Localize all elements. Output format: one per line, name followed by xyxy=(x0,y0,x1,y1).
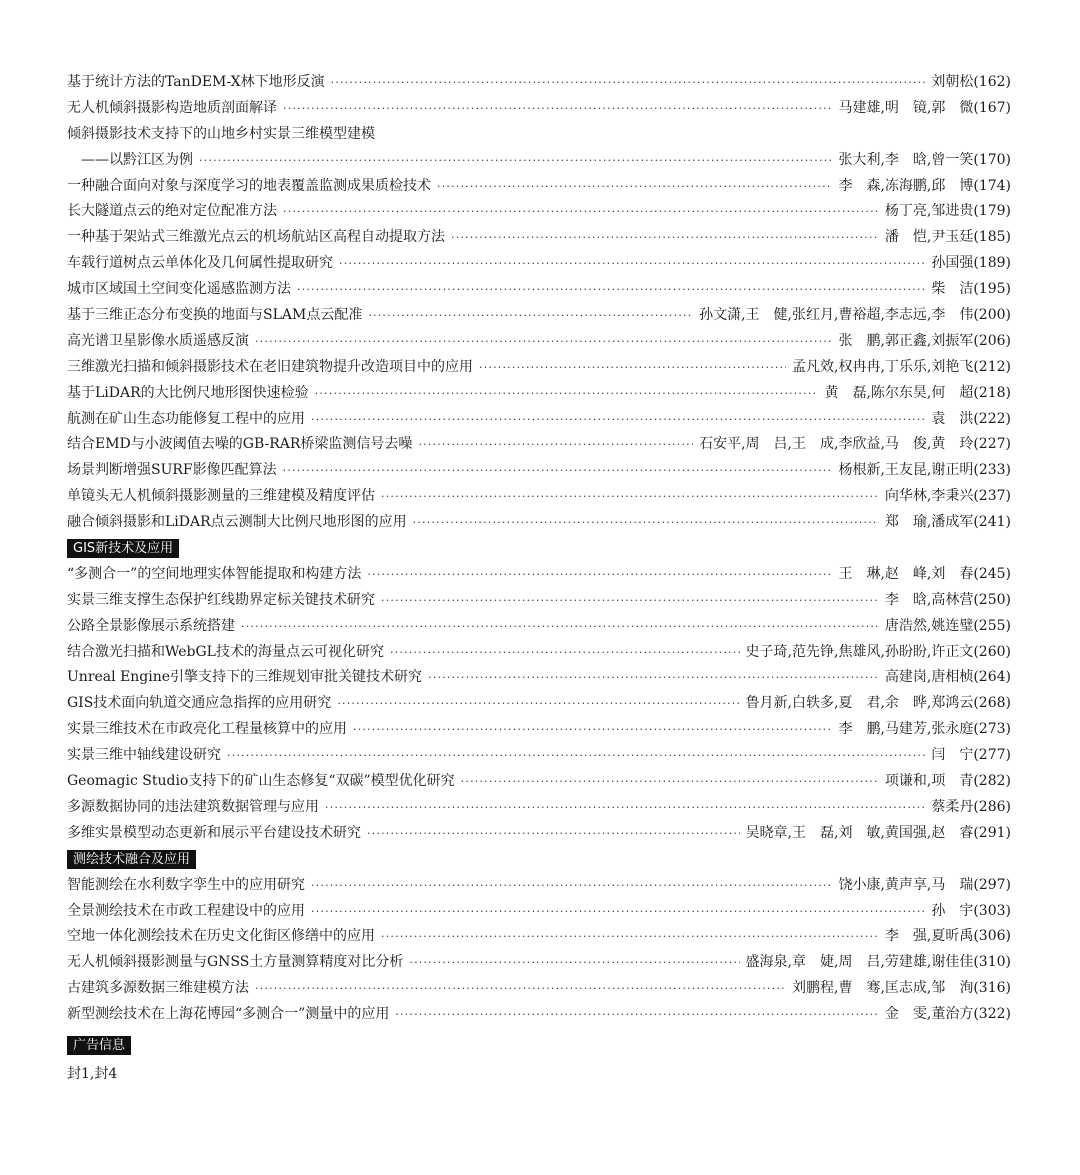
entry-title: 无人机倾斜摄影测量与GNSS土方量测算精度对比分析 xyxy=(67,954,404,971)
entry-title: Geomagic Studio支持下的矿山生态修复“双碳”模型优化研究 xyxy=(67,773,455,790)
dot-leader xyxy=(325,795,925,821)
dot-leader xyxy=(315,381,819,407)
dot-leader xyxy=(395,1002,879,1028)
entry-title: 长大隧道点云的绝对定位配准方法 xyxy=(67,203,277,220)
entry-title: 单镜头无人机倾斜摄影测量的三维建模及精度评估 xyxy=(67,488,375,505)
toc-entry[interactable] xyxy=(67,122,1011,148)
entry-title: 实景三维支撑生态保护红线勘界定标关键技术研究 xyxy=(67,591,375,608)
entry-authors-page: 袁 洪(222) xyxy=(931,410,1011,427)
dot-leader xyxy=(311,899,925,925)
dot-leader xyxy=(255,976,786,1002)
toc-entry[interactable] xyxy=(67,976,1011,1002)
entry-authors-page: 项谦和,项 青(282) xyxy=(884,773,1011,790)
entry-authors-page: 马建雄,明 镜,郭 微(167) xyxy=(838,99,1011,116)
dot-leader xyxy=(199,148,832,174)
entry-authors-page: 刘鹏程,曹 骞,匡志成,邹 洵(316) xyxy=(792,980,1011,997)
entry-title: 基于LiDAR的大比例尺地形图快速检验 xyxy=(67,384,309,401)
entry-authors-page: 张大利,李 晗,曾一笑(170) xyxy=(838,151,1011,168)
dot-leader xyxy=(311,873,832,899)
entry-authors-page: 鲁月新,白轶多,夏 君,余 晔,郑鸿云(268) xyxy=(745,695,1011,712)
entry-authors-page: 蔡柔丹(286) xyxy=(931,798,1011,815)
entry-authors-page: 孙文潇,王 健,张红月,曹裕超,李志远,李 伟(200) xyxy=(699,307,1011,324)
toc-entry[interactable] xyxy=(67,148,1011,174)
dot-leader xyxy=(451,225,879,251)
entry-title: 多维实景模型动态更新和展示平台建设技术研究 xyxy=(67,824,361,841)
entry-title: 一种基于架站式三维激光点云的机场航站区高程自动提取方法 xyxy=(67,229,445,246)
dot-leader xyxy=(331,70,926,96)
entry-authors-page: 石安平,周 吕,王 成,李欣益,马 俊,黄 玲(227) xyxy=(699,436,1011,453)
dot-leader xyxy=(283,96,832,122)
dot-leader xyxy=(297,277,925,303)
entry-title: 航测在矿山生态功能修复工程中的应用 xyxy=(67,410,305,427)
toc-entry[interactable] xyxy=(67,484,1011,510)
entry-title: 结合激光扫描和WebGL技术的海量点云可视化研究 xyxy=(67,643,384,660)
entry-authors-page: 杨根新,王友昆,谢正明(233) xyxy=(838,462,1011,479)
toc-entry[interactable] xyxy=(67,381,1011,407)
entry-title: 三维激光扫描和倾斜摄影技术在老旧建筑物提升改造项目中的应用 xyxy=(67,358,473,375)
entry-authors-page: 张 鹏,郭正鑫,刘振军(206) xyxy=(838,332,1011,349)
entry-title: 无人机倾斜摄影构造地质剖面解译 xyxy=(67,99,277,116)
toc-entry[interactable] xyxy=(67,174,1011,200)
dot-leader xyxy=(418,432,693,458)
entry-title: 多源数据协同的违法建筑数据管理与应用 xyxy=(67,798,319,815)
dot-leader xyxy=(283,458,833,484)
entry-authors-page: 柴 洁(195) xyxy=(931,281,1011,298)
entry-title: 基于统计方法的TanDEM-X林下地形反演 xyxy=(67,74,325,90)
toc-entry[interactable] xyxy=(67,329,1011,355)
dot-leader xyxy=(381,484,879,510)
dot-leader xyxy=(241,614,879,640)
dot-leader xyxy=(381,588,879,614)
toc-entry[interactable] xyxy=(67,277,1011,303)
toc-entry[interactable] xyxy=(67,225,1011,251)
entry-title: 智能测绘在水利数字孪生中的应用研究 xyxy=(67,876,305,893)
dot-leader xyxy=(390,640,740,666)
toc-entry[interactable] xyxy=(67,70,1011,96)
entry-authors-page: 郑 瑜,潘成军(241) xyxy=(884,514,1011,531)
entry-authors-page: 李 鹏,马建芳,张永庭(273) xyxy=(838,721,1011,738)
toc-entry[interactable] xyxy=(67,899,1011,925)
entry-title: 融合倾斜摄影和LiDAR点云测制大比例尺地形图的应用 xyxy=(67,514,407,531)
entry-title: 城市区域国土空间变化遥感监测方法 xyxy=(67,281,291,298)
dot-leader xyxy=(409,950,739,976)
entry-authors-page: 唐浩然,姚连璧(255) xyxy=(884,617,1011,634)
dot-leader xyxy=(353,717,832,743)
entry-authors-page: 闫 宁(277) xyxy=(931,747,1011,764)
entry-authors-page: 孙 宇(303) xyxy=(931,902,1011,919)
entry-title: Unreal Engine引擎支持下的三维规划审批关键技术研究 xyxy=(67,669,423,686)
dot-leader xyxy=(368,303,693,329)
toc-entry[interactable] xyxy=(67,199,1011,225)
toc-entry[interactable] xyxy=(67,821,1011,847)
entry-title: 高光谱卫星影像水质遥感反演 xyxy=(67,332,249,349)
entry-title: 公路全景影像展示系统搭建 xyxy=(67,617,235,634)
section-label: 测绘技术融合及应用 xyxy=(67,850,196,869)
section-label: GIS新技术及应用 xyxy=(67,539,179,558)
entry-title: 空地一体化测绘技术在历史文化街区修缮中的应用 xyxy=(67,928,375,945)
toc-entry[interactable] xyxy=(67,691,1011,717)
entry-title: 实景三维技术在市政亮化工程量核算中的应用 xyxy=(67,721,347,738)
section-header xyxy=(67,847,1011,873)
entry-authors-page: 孟凡效,权冉冉,丁乐乐,刘艳飞(212) xyxy=(792,358,1011,375)
entry-title: ——以黔江区为例 xyxy=(81,151,193,168)
section-header xyxy=(67,536,1011,562)
entry-title: GIS技术面向轨道交通应急指挥的应用研究 xyxy=(67,695,332,712)
toc-entry[interactable] xyxy=(67,873,1011,899)
entry-authors-page: 孙国强(189) xyxy=(931,255,1011,272)
entry-authors-page: 潘 恺,尹玉廷(185) xyxy=(884,229,1011,246)
entry-title: 倾斜摄影技术支持下的山地乡村实景三维模型建模 xyxy=(67,125,375,142)
ad-pages: 封1,封4 xyxy=(67,1065,118,1082)
entry-title: 古建筑多源数据三维建模方法 xyxy=(67,980,249,997)
entry-title: 基于三维正态分布变换的地面与SLAM点云配准 xyxy=(67,307,363,324)
toc-entry[interactable] xyxy=(67,795,1011,821)
entry-authors-page: 金 雯,董治方(322) xyxy=(884,1006,1011,1023)
dot-leader xyxy=(367,821,740,847)
entry-title: 新型测绘技术在上海花博园“多测合一”测量中的应用 xyxy=(67,1006,390,1023)
entry-authors-page: 杨丁亮,邹进贵(179) xyxy=(884,203,1011,220)
entry-authors-page: 向华林,李秉兴(237) xyxy=(884,488,1011,505)
dot-leader xyxy=(227,743,925,769)
toc-entry[interactable] xyxy=(67,251,1011,277)
section-label: 广告信息 xyxy=(67,1036,131,1055)
toc-entry[interactable] xyxy=(67,588,1011,614)
entry-authors-page: 李 森,冻海鹏,邱 博(174) xyxy=(838,177,1011,194)
entry-title: “多测合一”的空间地理实体智能提取和构建方法 xyxy=(67,565,362,582)
entry-title: 场景判断增强SURF影像匹配算法 xyxy=(67,462,277,479)
entry-authors-page: 李 强,夏昕禹(306) xyxy=(884,928,1011,945)
dot-leader xyxy=(479,355,786,381)
entry-title: 结合EMD与小波阈值去噪的GB-RAR桥梁监测信号去噪 xyxy=(67,436,413,453)
dot-leader xyxy=(337,691,739,717)
dot-leader xyxy=(311,407,925,433)
toc-entry[interactable] xyxy=(67,924,1011,950)
entry-authors-page: 盛海泉,章 婕,周 吕,劳建雄,谢佳佳(310) xyxy=(745,954,1011,971)
toc-entry[interactable] xyxy=(67,950,1011,976)
entry-authors-page: 史子琦,范先铮,焦雄风,孙盼盼,许正文(260) xyxy=(745,643,1011,660)
entry-authors-page: 吴晓章,王 磊,刘 敏,黄国强,赵 睿(291) xyxy=(745,824,1011,841)
dot-leader xyxy=(381,924,879,950)
dot-leader xyxy=(437,174,832,200)
table-of-contents xyxy=(67,70,1011,1089)
entry-title: 一种融合面向对象与深度学习的地表覆盖监测成果质检技术 xyxy=(67,177,431,194)
toc-entry[interactable] xyxy=(67,432,1011,458)
entry-authors-page: 黄 磊,陈尔东昊,何 超(218) xyxy=(824,384,1011,401)
entry-authors-page: 高建岗,唐相桢(264) xyxy=(884,669,1011,686)
dot-leader xyxy=(255,329,832,355)
entry-authors-page: 刘朝松(162) xyxy=(931,74,1011,90)
entry-authors-page: 饶小康,黄声享,马 瑞(297) xyxy=(838,876,1011,893)
dot-leader xyxy=(283,199,879,225)
toc-entry[interactable] xyxy=(67,769,1011,795)
toc-entry[interactable] xyxy=(67,614,1011,640)
toc-entry[interactable] xyxy=(67,510,1011,536)
entry-title: 实景三维中轴线建设研究 xyxy=(67,747,221,764)
toc-entry[interactable] xyxy=(67,355,1011,381)
toc-entry[interactable] xyxy=(67,665,1011,691)
toc-entry[interactable] xyxy=(67,717,1011,743)
dot-leader xyxy=(339,251,925,277)
dot-leader xyxy=(367,562,832,588)
ad-section-header xyxy=(67,1033,1011,1059)
dot-leader xyxy=(428,665,879,691)
toc-entry[interactable] xyxy=(67,458,1011,484)
dot-leader xyxy=(413,510,879,536)
toc-entry[interactable] xyxy=(67,303,1011,329)
toc-entry[interactable] xyxy=(67,743,1011,769)
entry-title: 车载行道树点云单体化及几何属性提取研究 xyxy=(67,255,333,272)
toc-entry[interactable] xyxy=(67,96,1011,122)
toc-entry[interactable] xyxy=(67,562,1011,588)
entry-title: 全景测绘技术在市政工程建设中的应用 xyxy=(67,902,305,919)
toc-entry[interactable] xyxy=(67,640,1011,666)
toc-entry[interactable] xyxy=(67,407,1011,433)
toc-entry[interactable] xyxy=(67,1002,1011,1028)
entry-authors-page: 李 晗,高林营(250) xyxy=(884,591,1011,608)
entry-authors-page: 王 琳,赵 峰,刘 春(245) xyxy=(838,565,1011,582)
dot-leader xyxy=(461,769,879,795)
